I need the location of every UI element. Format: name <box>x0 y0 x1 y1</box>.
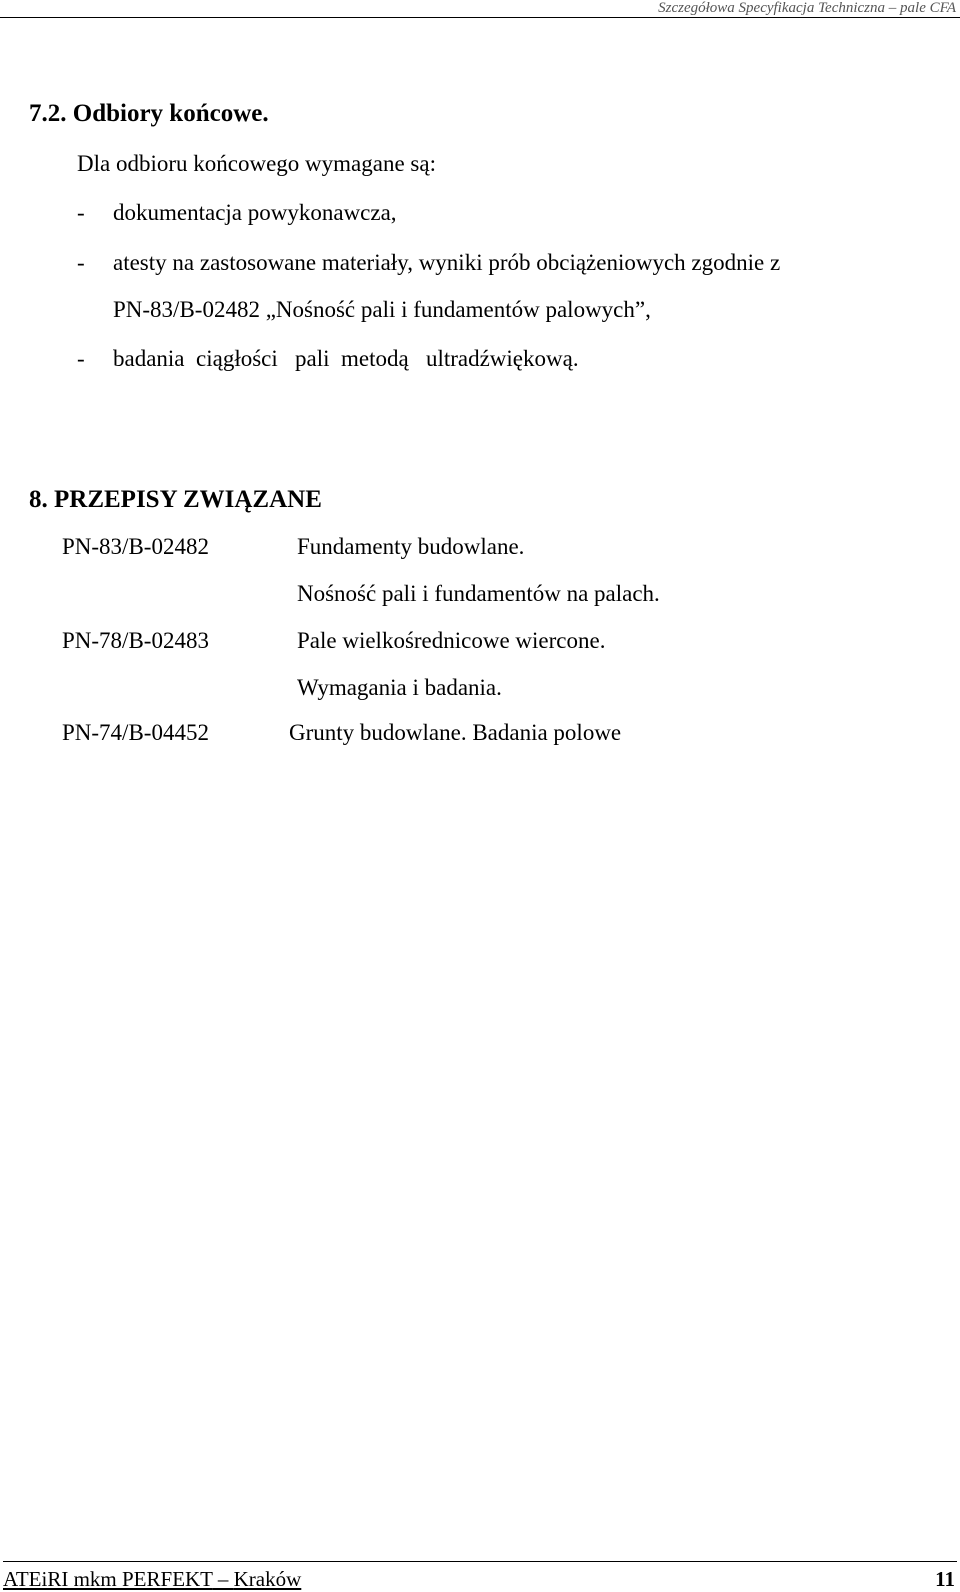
list-item-2-line-2: PN-83/B-02482 „Nośność pali i fundamentów palowych”, <box>113 297 651 322</box>
list-item-2-line-1: atesty na zastosowane materiały, wyniki prób obciążeniowych zgodnie z <box>113 250 781 275</box>
standard-desc-3: Grunty budowlane. Badania polowe <box>289 720 622 745</box>
list-dash: - <box>77 250 85 275</box>
standard-code-2: PN-78/B-02483 <box>62 628 209 653</box>
section-8-heading: 8. PRZEPISY ZWIĄZANE <box>29 486 322 513</box>
list-item-3: badania ciągłości pali metodą ultradźwiękową. <box>113 346 579 371</box>
standard-desc-1b: Nośność pali i fundamentów na palach. <box>297 581 660 606</box>
list-dash: - <box>77 200 85 225</box>
footer-city: Kraków <box>233 1567 302 1591</box>
header-title: Szczegółowa Specyfikacja Techniczna – pale CFA <box>658 0 956 16</box>
standard-code-3: PN-74/B-04452 <box>62 720 209 745</box>
section-7-2-intro: Dla odbioru końcowego wymagane są: <box>77 151 436 176</box>
standard-code-1: PN-83/B-02482 <box>62 534 209 559</box>
list-dash: - <box>77 346 85 371</box>
page-footer <box>3 1561 957 1589</box>
page-header <box>0 0 960 18</box>
section-7-2-heading: 7.2. Odbiory końcowe. <box>29 100 269 127</box>
footer-org <box>3 1567 301 1592</box>
page-number: 11 <box>935 1567 955 1591</box>
standard-desc-2b: Wymagania i badania. <box>297 675 502 700</box>
standard-desc-1: Fundamenty budowlane. <box>297 534 525 559</box>
list-item-1: dokumentacja powykonawcza, <box>113 200 397 225</box>
footer-org-name: ATEiRI mkm PERFEKT <box>3 1567 213 1591</box>
footer-separator: – <box>212 1567 234 1591</box>
standard-desc-2: Pale wielkośrednicowe wiercone. <box>297 628 606 653</box>
